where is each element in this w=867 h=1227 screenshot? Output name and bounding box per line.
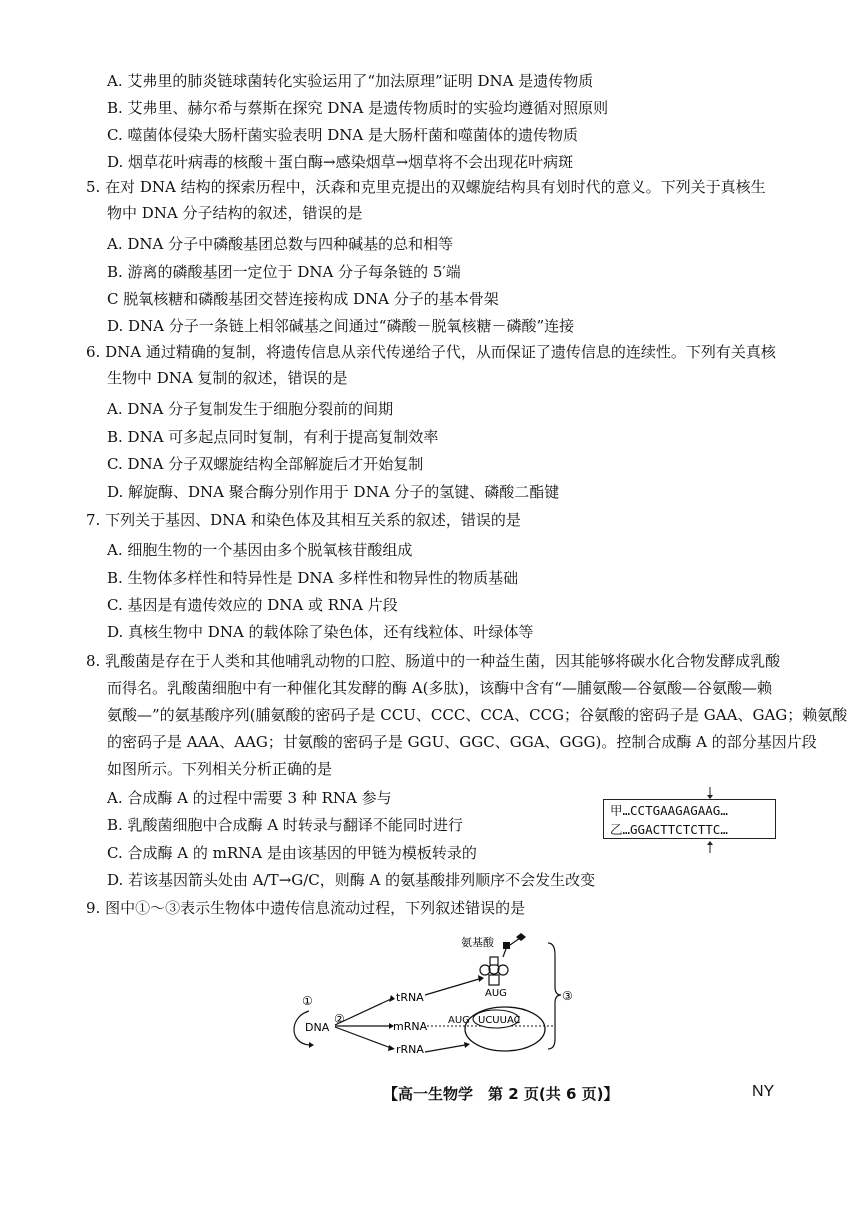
q6-option-a: A. DNA 分子复制发生于细胞分裂前的间期	[107, 400, 394, 418]
q8-option-c: C. 合成酶 A 的 mRNA 是由该基因的甲链为模板转录的	[107, 844, 477, 862]
q4-option-c: C. 噬菌体侵染大肠杆菌实验表明 DNA 是大肠杆菌和噬菌体的遗传物质	[107, 126, 579, 144]
q5-stem-line2: 物中 DNA 分子结构的叙述，错误的是	[107, 204, 363, 222]
amino-acid-label: 氨基酸	[461, 936, 494, 949]
trna-to-ribosome-arrow	[425, 979, 479, 995]
bottom-arrow-icon	[707, 841, 713, 845]
q4-option-b: B. 艾弗里、赫尔希与蔡斯在探究 DNA 是遗传物质时的实验均遵循对照原则	[107, 99, 609, 117]
q9-stem: 9. 图中①～③表示生物体中遗传信息流动过程，下列叙述错误的是	[86, 899, 526, 917]
q7-option-a: A. 细胞生物的一个基因由多个脱氧核苷酸组成	[107, 541, 413, 559]
q5-option-d: D. DNA 分子一条链上相邻碱基之间通过“磷酸－脱氧核糖－磷酸”连接	[107, 317, 575, 335]
page-number-label: 【高一生物学 第 2 页(共 6 页)】	[383, 1085, 619, 1103]
q8-option-a: A. 合成酶 A 的过程中需要 3 种 RNA 参与	[107, 789, 392, 807]
q5-option-b: B. 游离的磷酸基团一定位于 DNA 分子每条链的 5′端	[107, 263, 461, 281]
q7-option-b: B. 生物体多样性和特异性是 DNA 多样性和物异性的物质基础	[107, 569, 519, 587]
trna-cloverleaf-icon	[480, 957, 508, 985]
q8-option-b: B. 乳酸菌细胞中合成酶 A 时转录与翻译不能同时进行	[107, 816, 463, 834]
strand-jia: 甲…CCTGAAGAGAAG…	[610, 803, 728, 818]
process-3-brace	[548, 943, 561, 1049]
q8-stem-line1: 8. 乳酸菌是存在于人类和其他哺乳动物的口腔、肠道中的一种益生菌，因其能够将碳水化合物发酵成乳酸	[86, 652, 781, 670]
process-1-label: ①	[302, 994, 313, 1008]
q6-stem-line1: 6. DNA 通过精确的复制，将遗传信息从亲代传递给子代，从而保证了遗传信息的连续性。下列有关真核	[86, 343, 776, 361]
q6-stem-line2: 生物中 DNA 复制的叙述，错误的是	[107, 369, 348, 387]
anticodon-label: AUG	[485, 988, 507, 999]
mrna-codon-b: UCUUAC	[478, 1015, 521, 1026]
q4-option-d: D. 烟草花叶病毒的核酸＋蛋白酶→感染烟草→烟草将不会出现花叶病斑	[107, 153, 574, 171]
trna-label: tRNA	[396, 991, 424, 1004]
q5-option-c: C 脱氧核糖和磷酸基团交替连接构成 DNA 分子的基本骨架	[107, 290, 499, 308]
q7-option-c: C. 基因是有遗传效应的 DNA 或 RNA 片段	[107, 596, 398, 614]
q5-stem-line1: 5. 在对 DNA 结构的探索历程中，沃森和克里克提出的双螺旋结构具有划时代的意义。下列关于真核生	[86, 178, 766, 196]
q6-option-d: D. 解旋酶、DNA 聚合酶分别作用于 DNA 分子的氢键、磷酸二酯键	[107, 483, 560, 501]
q8-stem-line3: 氨酸—”的氨基酸序列(脯氨酸的密码子是 CCU、CCC、CCA、CCG；谷氨酸的密码子是 GAA、GAG；赖氨酸	[107, 706, 848, 724]
mrna-label: mRNA	[393, 1020, 428, 1033]
process-3-label: ③	[562, 989, 573, 1003]
q8-stem-line2: 而得名。乳酸菌细胞中有一种催化其发酵的酶 A(多肽)，该酶中含有“—脯氨酸—谷氨酸—谷氨酸—赖	[107, 679, 772, 697]
amino-acid-square-icon	[503, 942, 510, 949]
q6-option-c: C. DNA 分子双螺旋结构全部解旋后才开始复制	[107, 455, 424, 473]
strand-yi: 乙…GGACTTCTCTTC…	[610, 822, 728, 837]
q8-option-d: D. 若该基因箭头处由 A/T→G/C，则酶 A 的氨基酸排列顺序不会发生改变	[107, 871, 596, 889]
q6-option-b: B. DNA 可多起点同时复制，有利于提高复制效率	[107, 428, 439, 446]
q7-option-d: D. 真核生物中 DNA 的载体除了染色体，还有线粒体、叶绿体等	[107, 623, 534, 641]
paper-code: NY	[752, 1083, 775, 1100]
q4-option-a: A. 艾弗里的肺炎链球菌转化实验运用了“加法原理”证明 DNA 是遗传物质	[107, 72, 594, 90]
dna-label: DNA	[305, 1021, 330, 1034]
gene-sequence-box	[603, 799, 776, 839]
gene-expression-diagram	[285, 925, 585, 1065]
rrna-to-ribosome-arrow	[425, 1045, 465, 1052]
rrna-label: rRNA	[396, 1043, 424, 1056]
mrna-codon-a: AUG	[448, 1015, 470, 1026]
q7-stem: 7. 下列关于基因、DNA 和染色体及其相互关系的叙述，错误的是	[86, 511, 521, 529]
q8-stem-line5: 如图所示。下列相关分析正确的是	[107, 760, 333, 778]
q5-option-a: A. DNA 分子中磷酸基团总数与四种碱基的总和相等	[107, 235, 454, 253]
q8-stem-line4: 的密码子是 AAA、AAG；甘氨酸的密码子是 GGU、GGC、GGA、GGG)。控制合成酶 A 的部分基因片段	[107, 733, 817, 751]
dna-to-rrna-arrow	[335, 1027, 391, 1048]
process-2-label: ②	[334, 1012, 345, 1026]
